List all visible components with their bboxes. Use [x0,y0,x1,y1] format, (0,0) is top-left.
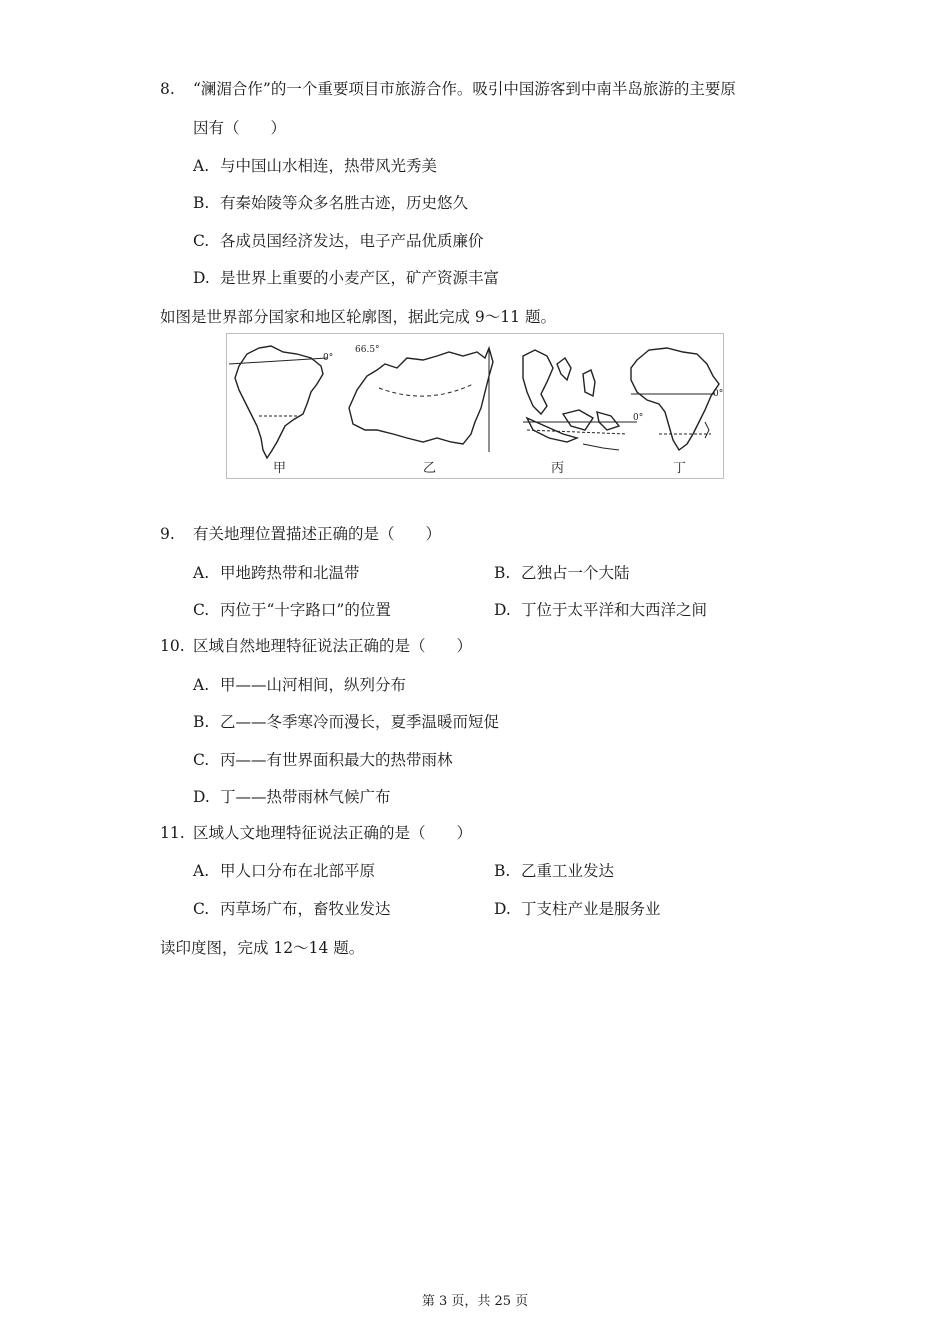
q11-stem: 11. 区域人文地理特征说法正确的是（ ） [160,824,473,842]
map-ding-outline [631,348,719,450]
map-jia-lat-label: 0° [323,353,334,363]
q9-number: 9. [160,525,175,543]
q8-option-a: A. 与中国山水相连，热带风光秀美 [193,157,438,175]
map-yi-lat-label: 66.5° [355,345,380,355]
q11-option-c: C. 丙草场广布，畜牧业发达 [193,900,391,918]
q9-stem: 9. 有关地理位置描述正确的是（ ） [160,525,442,543]
q10-number: 10. [160,637,185,655]
q9-option-a: A. 甲地跨热带和北温带 [193,564,360,582]
q8-stem-text: “澜湄合作”的一个重要项目市旅游合作。吸引中国游客到中南半岛旅游的主要原 [193,80,736,98]
map-ding-lat-label: 0° [713,389,723,399]
q8-option-b: B. 有秦始陵等众多名胜古迹，历史悠久 [193,194,469,212]
q8-option-c: C. 各成员国经济发达，电子产品优质廉价 [193,232,484,250]
map-jia-label: 甲 [273,461,287,476]
intro-9-11: 如图是世界部分国家和地区轮廓图，据此完成 9～11 题。 [160,308,556,326]
q10-option-b: B. 乙——冬季寒冷而漫长，夏季温暖而短促 [193,713,500,731]
map-bing-lat-label: 0° [633,413,644,423]
q9-option-b: B. 乙独占一个大陆 [494,564,630,582]
q10-stem: 10. 区域自然地理特征说法正确的是（ ） [160,637,473,655]
q8-stem-line2: 因有（ ） [193,119,287,137]
map-bing-label: 丙 [551,461,565,476]
q9-option-d: D. 丁位于太平洋和大西洋之间 [494,601,708,619]
q8-stem-line1 [160,78,736,100]
q9-option-c: C. 丙位于“十字路口”的位置 [193,601,391,619]
map-yi-outline [349,348,493,452]
map-ding-label: 丁 [673,461,687,476]
q10-option-d: D. 丁——热带雨林气候广布 [193,788,391,806]
q11-option-b: B. 乙重工业发达 [494,862,615,880]
q11-number: 11. [160,824,185,842]
map-jia-outline [229,346,327,458]
q10-option-c: C. 丙——有世界面积最大的热带雨林 [193,751,453,769]
q11-option-a: A. 甲人口分布在北部平原 [193,862,376,880]
q8-option-d: D. 是世界上重要的小麦产区，矿产资源丰富 [193,269,500,287]
q11-option-d: D. 丁支柱产业是服务业 [494,900,661,918]
map-bing-outline [523,350,637,450]
q8-number: 8. [160,80,175,98]
world-outline-maps-figure [226,333,724,479]
map-yi-label: 乙 [423,461,437,476]
q10-option-a: A. 甲——山河相间，纵列分布 [193,676,407,694]
intro-12-14: 读印度图，完成 12～14 题。 [160,939,365,957]
page-footer: 第 3 页，共 25 页 [421,1294,529,1309]
